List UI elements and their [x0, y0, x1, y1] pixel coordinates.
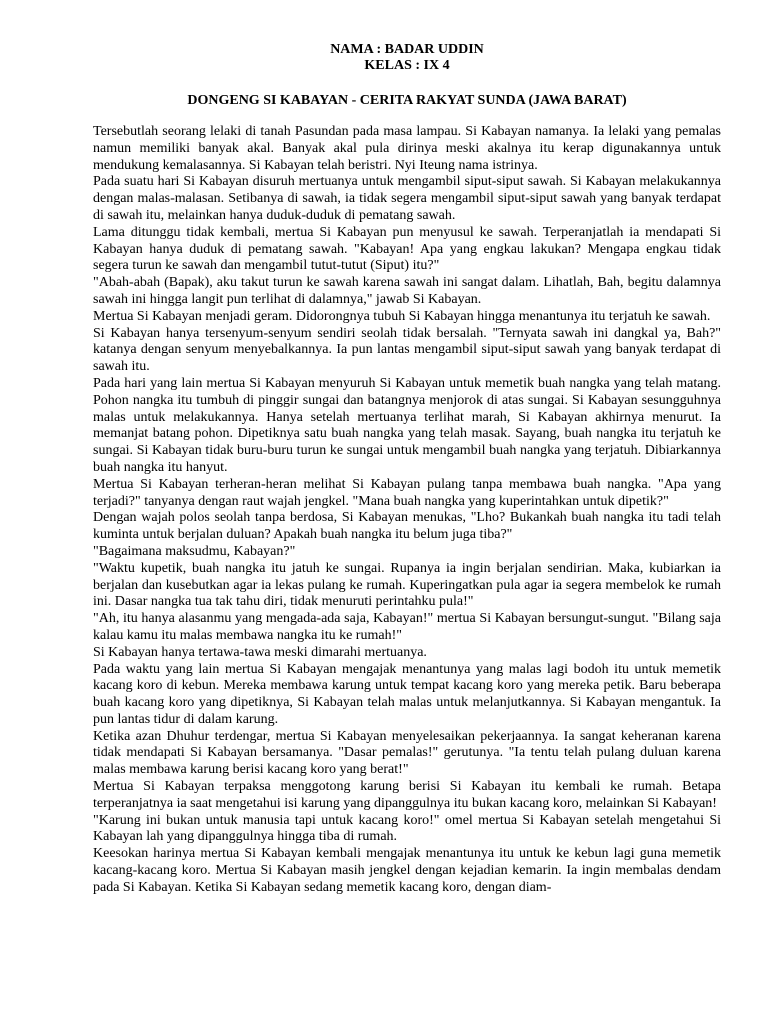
paragraph: Mertua Si Kabayan terpaksa menggotong karung berisi Si Kabayan itu kembali ke rumah. Betapa terperanjatnya ia saat mengetahui isi karung yang dipanggulnya itu bukan kacang koro, melainkan Si Kabayan!	[93, 779, 721, 811]
paragraph: Mertua Si Kabayan terheran-heran melihat Si Kabayan pulang tanpa membawa buah nangka. "Apa yang terjadi?" tanyanya dengan raut wajah jengkel. "Mana buah nangka yang kuperintahkan untuk dipetik?"	[93, 476, 721, 509]
student-class: KELAS : IX 4	[364, 58, 450, 73]
student-header	[93, 42, 721, 74]
story-title: DONGENG SI KABAYAN - CERITA RAKYAT SUNDA (JAWA BARAT)	[187, 93, 627, 108]
paragraph: Dengan wajah polos seolah tanpa berdosa, Si Kabayan menukas, "Lho? Bukankah buah nangka itu tadi telah kuminta untuk berjalan duluan? Apakah buah nangka itu belum juga tiba?"	[93, 510, 721, 543]
paragraph: "Ah, itu hanya alasanmu yang mengada-ada saja, Kabayan!" mertua Si Kabayan bersungut-sungut. "Bilang saja kalau kamu itu malas membawa nangka itu ke rumah!"	[93, 611, 721, 643]
paragraph: Pada hari yang lain mertua Si Kabayan menyuruh Si Kabayan untuk memetik buah nangka yang telah matang. Pohon nangka itu tumbuh di pinggir sungai dan batangnya menjorok di atas sungai. Si Kabayan sesungguhnya malas untuk melakukannya. Hanya setelah mertuanya terlihat marah, Si Kabayan akhirnya menurut. Ia memanjat batang pohon. Dipetiknya satu buah nangka yang telah masak. Sayang, buah nangka itu terjatuh ke sungai. Si Kabayan tidak buru-buru turun ke sungai untuk mengambil buah nangka yang terjatuh. Dibiarkannya buah nangka itu hanyut.	[93, 375, 721, 475]
paragraph: Pada suatu hari Si Kabayan disuruh mertuanya untuk mengambil siput-siput sawah. Si Kabayan melakukannya dengan malas-malasan. Setibanya di sawah, ia tidak segera mengambil siput-siput sawah yang banyak terdapat di sawah itu, melainkan hanya duduk-duduk di pematang sawah.	[93, 174, 721, 223]
paragraph: "Bagaimana maksudmu, Kabayan?"	[93, 543, 296, 559]
paragraph: Pada waktu yang lain mertua Si Kabayan mengajak menantunya yang malas lagi bodoh itu untuk memetik kacang koro di kebun. Mereka membawa karung untuk tempat kacang koro yang mereka petik. Baru beberapa buah kacang koro yang dipetiknya, Si Kabayan telah malas untuk melanjutkannya. Si Kabayan mengantuk. Ia pun lantas tidur di dalam karung.	[93, 661, 721, 727]
paragraph: Ketika azan Dhuhur terdengar, mertua Si Kabayan menyelesaikan pekerjaannya. Ia sangat keheranan karena tidak mendapati Si Kabayan bersamanya. "Dasar pemalas!" gerutunya. "Ia tentu telah pulang duluan karena malas membawa karung berisi kacang koro yang berat!"	[93, 728, 721, 778]
paragraph: Si Kabayan hanya tersenyum-senyum sendiri seolah tidak bersalah. "Ternyata sawah ini dangkal ya, Bah?" katanya dengan senyum menyebalkannya. Ia pun lantas mengambil siput-siput sawah yang banyak terdapat di sawah itu.	[93, 325, 721, 375]
document-page	[93, 42, 721, 897]
paragraph: Tersebutlah seorang lelaki di tanah Pasundan pada masa lampau. Si Kabayan namanya. Ia lelaki yang pemalas namun memiliki banyak akal. Banyak akal pula dirinya meski akalnya itu kerap digunakannya untuk mendukung kemalasannya. Si Kabayan telah beristri. Nyi Iteung nama istrinya.	[93, 124, 721, 173]
story-body	[93, 124, 721, 897]
paragraph: Keesokan harinya mertua Si Kabayan kembali mengajak menantunya itu untuk ke kebun lagi guna memetik kacang-kacang koro. Mertua Si Kabayan masih jengkel dengan kejadian kemarin. Ia ingin membalas dendam pada Si Kabayan. Ketika Si Kabayan sedang memetik kacang koro, dengan diam-	[93, 846, 721, 895]
paragraph: Lama ditunggu tidak kembali, mertua Si Kabayan pun menyusul ke sawah. Terperanjatlah ia mendapati Si Kabayan hanya duduk di pematang sawah. "Kabayan! Apa yang engkau lakukan? Mengapa engkau tidak segera turun ke sawah dan mengambil tutut-tutut (Siput) itu?"	[93, 224, 721, 274]
paragraph: Mertua Si Kabayan menjadi geram. Didorongnya tubuh Si Kabayan hingga menantunya itu terjatuh ke sawah.	[93, 308, 711, 324]
paragraph: "Karung ini bukan untuk manusia tapi untuk kacang koro!" omel mertua Si Kabayan setelah mengetahui Si Kabayan lah yang dipanggulnya hingga tiba di rumah.	[93, 812, 721, 845]
paragraph: "Abah-abah (Bapak), aku takut turun ke sawah karena sawah ini sangat dalam. Lihatlah, Bah, begitu dalamnya sawah ini hingga langit pun terlihat di dalamnya," jawab Si Kabayan.	[93, 275, 721, 307]
paragraph: Si Kabayan hanya tertawa-tawa meski dimarahi mertuanya.	[93, 644, 427, 660]
paragraph: "Waktu kupetik, buah nangka itu jatuh ke sungai. Rupanya ia ingin berjalan sendirian. Maka, kubiarkan ia berjalan dan kusebutkan agar ia lekas pulang ke rumah. Kuperingatkan pula agar ia segera membelok ke rumah ini. Dasar nangka tua tak tahu diri, tidak menuruti perintahku pula!"	[93, 560, 721, 610]
student-name: NAMA : BADAR UDDIN	[330, 42, 484, 57]
